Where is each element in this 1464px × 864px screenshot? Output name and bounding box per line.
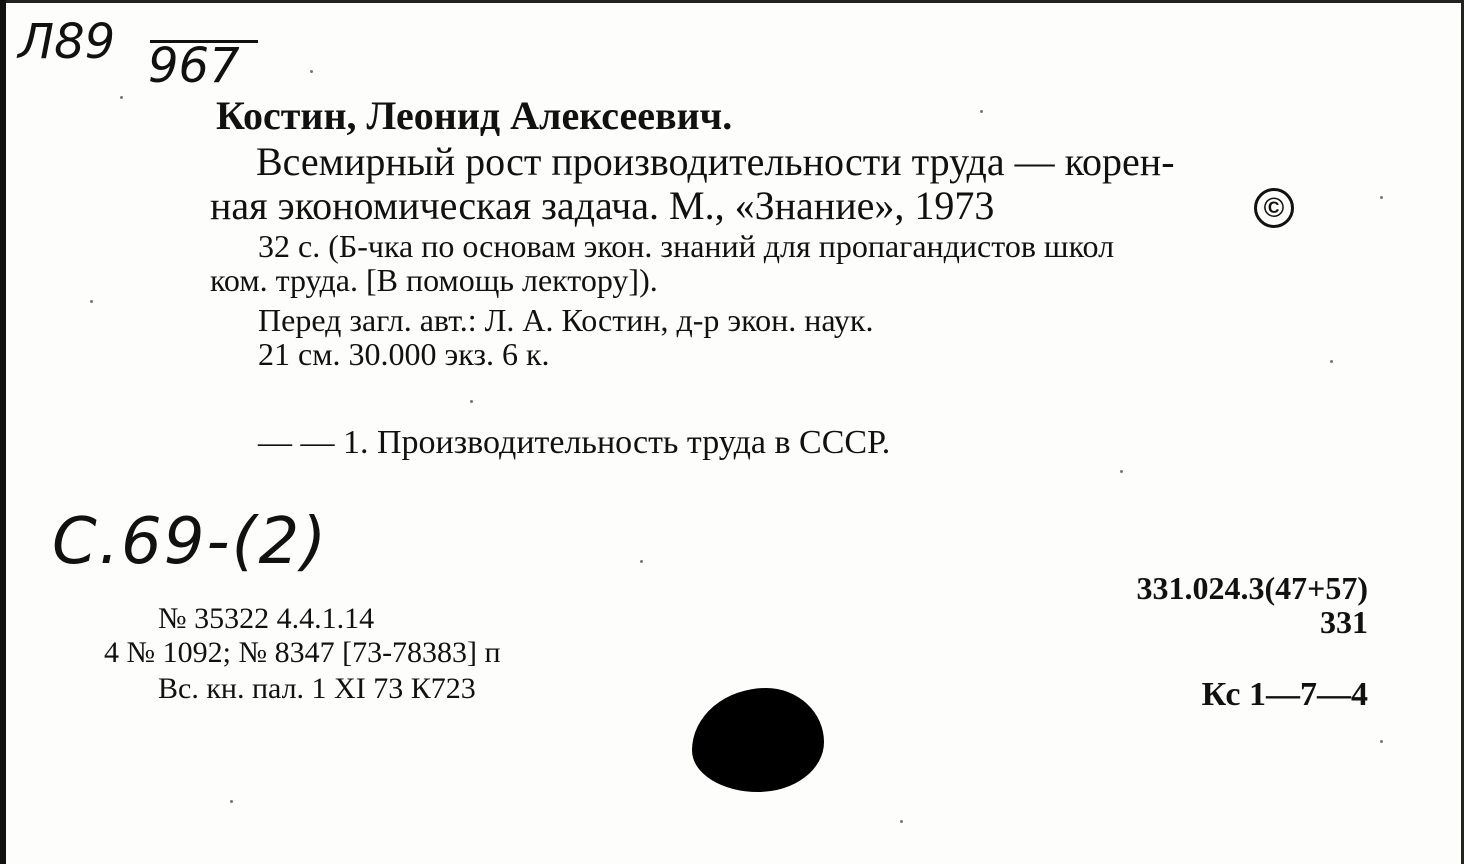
description-line-2: ком. труда. [В помощь лектору]). — [210, 262, 658, 298]
handwritten-code: С.69-(2) — [52, 505, 329, 579]
card-edge-top — [0, 0, 1464, 3]
speck — [980, 110, 983, 113]
punch-hole — [692, 688, 824, 792]
description-line-4: 21 см. 30.000 экз. 6 к. — [258, 336, 550, 372]
speck — [640, 560, 643, 563]
copyright-icon: © — [1254, 188, 1294, 228]
udc-code: 331.024.3(47+57) — [1136, 570, 1368, 606]
number-line-1: № 35322 4.4.1.14 — [158, 602, 375, 635]
speck — [1120, 470, 1123, 473]
author-heading: Костин, Леонид Алексеевич. — [216, 93, 733, 138]
speck — [230, 800, 233, 803]
title-line-1: Всемирный рост производительности труда — корен- — [256, 139, 1175, 184]
speck — [120, 96, 123, 99]
description-line-3: Перед загл. авт.: Л. А. Костин, д-р экон. наук. — [258, 302, 874, 338]
subject-heading: — — 1. Производительность труда в СССР. — [258, 424, 891, 461]
shelf-mark-number: Л89 — [18, 14, 116, 70]
speck — [310, 70, 313, 73]
kc-code: Кс 1—7—4 — [1201, 676, 1368, 713]
shelf-mark-fraction: 967 — [148, 38, 240, 94]
speck — [900, 820, 903, 823]
speck — [1330, 360, 1333, 363]
number-line-3: Вс. кн. пал. 1 XI 73 К723 — [158, 672, 476, 705]
card-edge-left — [0, 0, 6, 864]
speck — [1380, 196, 1383, 199]
bbk-code: 331 — [1320, 604, 1368, 640]
speck — [470, 400, 473, 403]
speck — [1380, 740, 1383, 743]
number-line-2: 4 № 1092; № 8347 [73-78383] п — [104, 636, 501, 669]
speck — [90, 300, 93, 303]
title-line-2: ная экономическая задача. М., «Знание», 1973 — [210, 183, 995, 228]
description-line-1: 32 с. (Б-чка по основам экон. знаний для пропагандистов школ — [258, 228, 1115, 264]
